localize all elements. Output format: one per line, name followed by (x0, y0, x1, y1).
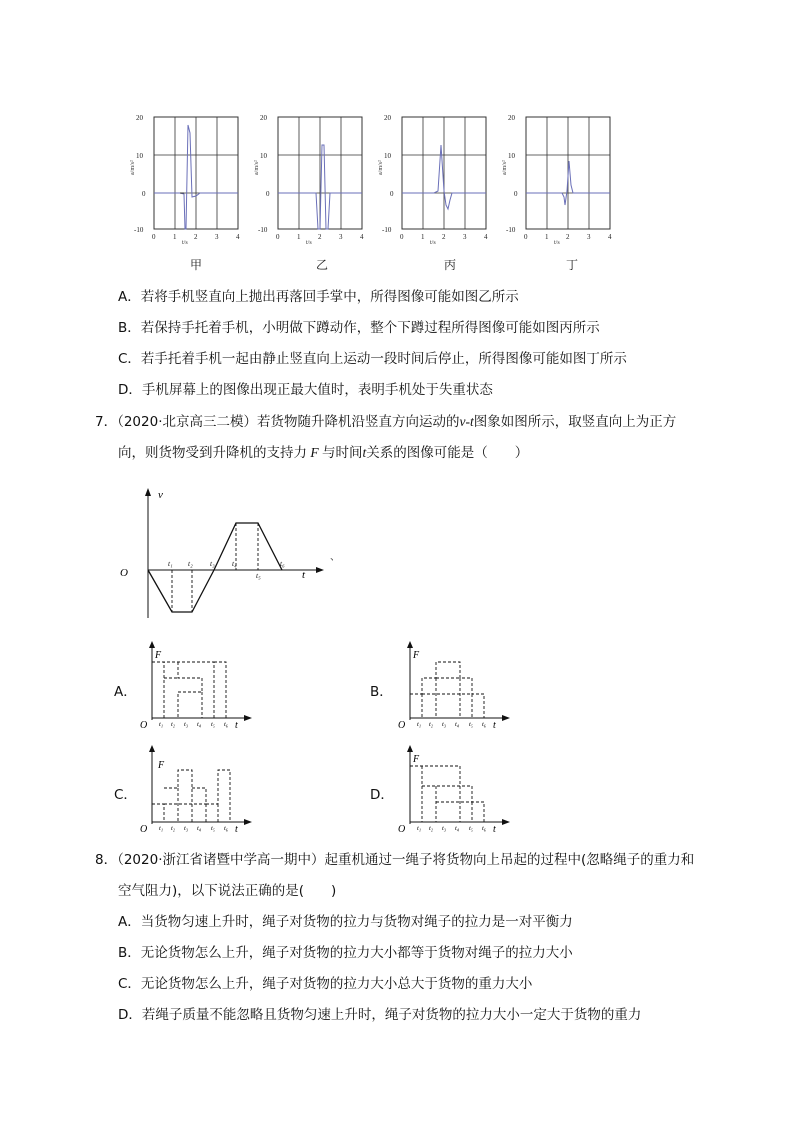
y-tick: 0 (142, 190, 146, 198)
svg-text:3: 3 (463, 233, 467, 241)
t-axis-label: t (302, 569, 306, 581)
svg-text:t₅: t₅ (211, 721, 216, 728)
caption-yi: 乙 (315, 258, 328, 272)
svg-text:F: F (413, 754, 420, 765)
svg-text:0: 0 (514, 190, 518, 198)
svg-text:20: 20 (508, 114, 515, 122)
svg-text:4: 4 (484, 233, 488, 241)
graph-yi (254, 114, 364, 245)
x-axis-label: t/s (182, 240, 188, 245)
svg-text:2: 2 (566, 233, 570, 241)
svg-text:t₁: t₁ (417, 825, 422, 832)
graph-bing (378, 114, 488, 245)
svg-text:a/m/s²: a/m/s² (502, 160, 508, 175)
f-option-a-label: A． (114, 684, 137, 700)
svg-text:t₄: t₄ (197, 721, 202, 728)
f-graph-b (396, 640, 516, 732)
svg-text:a/m/s²: a/m/s² (254, 160, 260, 175)
svg-text:4: 4 (236, 233, 240, 241)
q7-stem-line2: 向，则货物受到升降机的支持力 F 与时间t关系的图像可能是（ ） (118, 445, 529, 461)
svg-text:t₆: t₆ (224, 825, 229, 832)
svg-text:t/s: t/s (430, 240, 436, 245)
svg-text:-10: -10 (382, 226, 392, 234)
q8-option-a: A．当货物匀速上升时，绳子对货物的拉力与货物对绳子的拉力是一对平衡力 (118, 914, 573, 930)
svg-text:F: F (158, 760, 165, 771)
y-tick: -10 (134, 226, 144, 234)
y-tick: 20 (136, 114, 143, 122)
svg-text:t/s: t/s (306, 240, 312, 245)
svg-text:t/s: t/s (554, 240, 560, 245)
svg-text:t₃: t₃ (184, 825, 189, 832)
f-graph-c (138, 744, 258, 836)
v-axis-label: v (158, 489, 163, 501)
svg-text:10: 10 (260, 152, 267, 160)
svg-text:1: 1 (297, 233, 301, 241)
svg-text:O: O (398, 720, 406, 731)
svg-text:20: 20 (260, 114, 267, 122)
svg-text:4: 4 (360, 233, 364, 241)
y-tick: 10 (136, 152, 143, 160)
svg-text:20: 20 (384, 114, 391, 122)
svg-text:t₁: t₁ (159, 825, 164, 832)
svg-text:t₄: t₄ (455, 825, 460, 832)
q8-option-b: B．无论货物怎么上升，绳子对货物的拉力大小都等于货物对绳子的拉力大小 (118, 945, 573, 961)
svg-text:t₁: t₁ (417, 721, 422, 728)
svg-text:0: 0 (390, 190, 394, 198)
svg-text:t₅: t₅ (211, 825, 216, 832)
svg-text:t: t (493, 824, 496, 835)
svg-text:t₆: t₆ (224, 721, 229, 728)
svg-text:F: F (413, 650, 420, 661)
svg-text:3: 3 (587, 233, 591, 241)
vt-graph (110, 482, 350, 622)
svg-text:0: 0 (152, 233, 156, 241)
q7-stem-line1: 7．（2020·北京高三二模）若货物随升降机沿竖直方向运动的v-t图象如图所示，取竖直向上为正方 (95, 414, 677, 430)
svg-text:t₂: t₂ (429, 825, 434, 832)
vt-tick: t₆ (280, 559, 285, 568)
svg-text:2: 2 (194, 233, 198, 241)
graph-jia-x-ticks (152, 233, 240, 241)
vt-tick: t₅ (256, 571, 261, 580)
svg-text:t₃: t₃ (442, 825, 447, 832)
svg-text:2: 2 (442, 233, 446, 241)
svg-text:t₃: t₃ (442, 721, 447, 728)
svg-text:1: 1 (545, 233, 549, 241)
y-axis-label: a/m/s² (130, 160, 136, 175)
q6-option-a: A．若将手机竖直向上抛出再落回手掌中，所得图像可能如图乙所示 (118, 289, 519, 305)
caption-jia: 甲 (189, 258, 202, 272)
svg-text:t₃: t₃ (184, 721, 189, 728)
vt-tick: t₃ (210, 559, 215, 568)
svg-text:t₂: t₂ (171, 825, 176, 832)
svg-text:t₄: t₄ (197, 825, 202, 832)
svg-text:t: t (235, 720, 238, 731)
svg-text:t₆: t₆ (482, 825, 487, 832)
svg-text:t₂: t₂ (171, 721, 176, 728)
f-graph-d (396, 744, 516, 836)
svg-text:t: t (235, 824, 238, 835)
svg-text:F: F (155, 650, 162, 661)
svg-text:a/m/s²: a/m/s² (378, 160, 384, 175)
svg-text:1: 1 (173, 233, 177, 241)
accel-graphs (120, 105, 630, 245)
svg-text:t₅: t₅ (469, 721, 474, 728)
svg-text:0: 0 (266, 190, 270, 198)
svg-text:0: 0 (276, 233, 280, 241)
q8-option-c: C．无论货物怎么上升，绳子对货物的拉力大小总大于货物的重力大小 (118, 976, 533, 992)
f-option-b-label: B． (370, 684, 393, 700)
svg-text:2: 2 (318, 233, 322, 241)
svg-text:O: O (140, 720, 148, 731)
svg-text:-10: -10 (506, 226, 516, 234)
caption-ding: 丁 (565, 258, 578, 272)
svg-text:4: 4 (608, 233, 612, 241)
svg-text:3: 3 (215, 233, 219, 241)
svg-text:0: 0 (400, 233, 404, 241)
svg-text:t₄: t₄ (455, 721, 460, 728)
svg-text:-10: -10 (258, 226, 268, 234)
vt-tick: t₁ (168, 559, 173, 568)
svg-text:t₅: t₅ (469, 825, 474, 832)
graph-ding (502, 114, 612, 245)
svg-text:3: 3 (339, 233, 343, 241)
caption-bing: 丙 (443, 258, 456, 272)
f-graph-a (138, 640, 258, 732)
svg-text:10: 10 (508, 152, 515, 160)
q6-option-c: C．若手托着手机一起由静止竖直向上运动一段时间后停止，所得图像可能如图丁所示 (118, 351, 627, 367)
svg-text:t₂: t₂ (429, 721, 434, 728)
svg-text:O: O (398, 824, 406, 835)
f-option-d-label: D． (370, 787, 394, 803)
q6-option-b: B．若保持手托着手机，小明做下蹲动作，整个下蹲过程所得图像可能如图丙所示 (118, 320, 600, 336)
vt-tick: t₂ (188, 559, 193, 568)
svg-text:、: 、 (330, 552, 340, 563)
q8-option-d: D．若绳子质量不能忽略且货物匀速上升时，绳子对货物的拉力大小一定大于货物的重力 (118, 1007, 642, 1023)
q8-stem-line1: 8．（2020·浙江省诸暨中学高一期中）起重机通过一绳子将货物向上吊起的过程中(忽略绳子的重力和 (95, 852, 695, 868)
q6-option-d: D．手机屏幕上的图像出现正最大值时，表明手机处于失重状态 (118, 382, 493, 398)
svg-text:O: O (140, 824, 148, 835)
svg-text:1: 1 (421, 233, 425, 241)
svg-text:t: t (493, 720, 496, 731)
origin-label: O (120, 567, 128, 579)
svg-text:t₁: t₁ (159, 721, 164, 728)
q8-stem-line2: 空气阻力)，以下说法正确的是( ) (118, 883, 337, 899)
svg-text:0: 0 (524, 233, 528, 241)
graph-jia (130, 114, 240, 245)
vt-tick: t₄ (232, 559, 237, 568)
svg-text:t₆: t₆ (482, 721, 487, 728)
svg-text:10: 10 (384, 152, 391, 160)
f-option-c-label: C． (114, 787, 137, 803)
